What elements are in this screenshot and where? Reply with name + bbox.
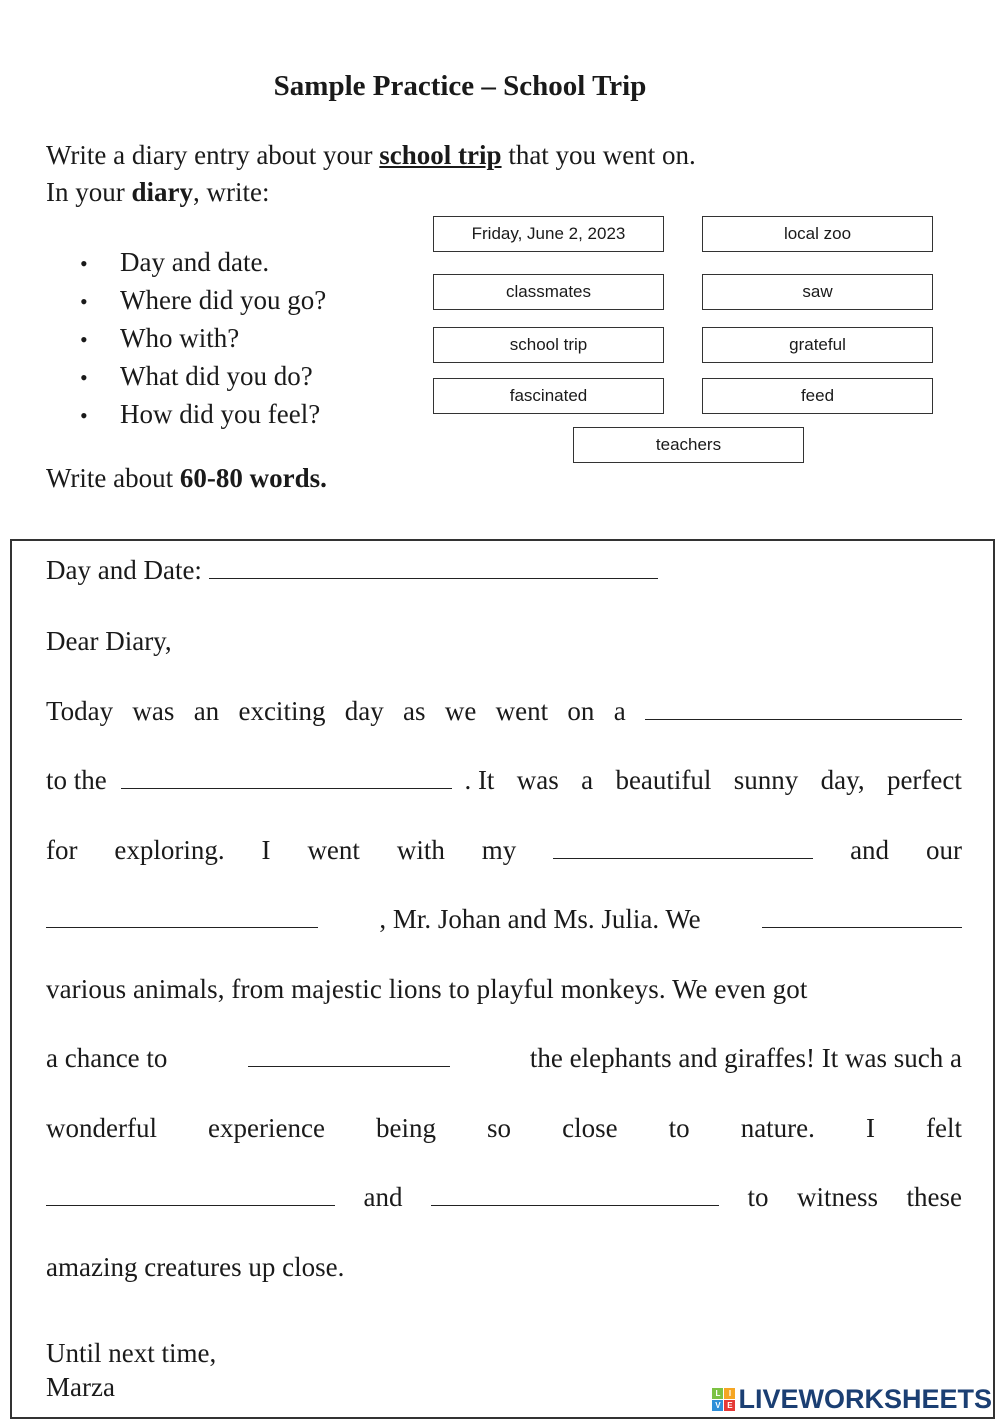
text: Write a diary entry about your: [46, 140, 380, 170]
word: witness: [797, 1182, 878, 1212]
word-count-instruction: [46, 463, 327, 494]
word-chip[interactable]: Friday, June 2, 2023: [433, 216, 664, 252]
word: wonderful: [46, 1113, 157, 1143]
word: felt: [926, 1113, 962, 1143]
checklist-item: • Where did you go?: [80, 281, 326, 319]
drop-blank-feeling-1[interactable]: [46, 1183, 335, 1206]
text: In your: [46, 177, 132, 207]
checklist: [80, 243, 326, 433]
drop-blank-day-date[interactable]: [209, 556, 658, 579]
word-chip[interactable]: feed: [702, 378, 933, 414]
word: sunny: [733, 765, 799, 795]
day-date-line: [46, 553, 962, 587]
word: and: [363, 1182, 403, 1212]
drop-blank-verb-feed[interactable]: [248, 1044, 450, 1067]
word: exploring.: [114, 835, 225, 865]
word: I: [865, 1113, 875, 1143]
greeting: Dear Diary,: [46, 626, 172, 656]
word: perfect: [886, 765, 962, 795]
drop-blank-trip[interactable]: [645, 697, 962, 720]
word: . It: [464, 765, 495, 795]
checklist-item: • What did you do?: [80, 357, 326, 395]
logo-icon: [712, 1388, 735, 1411]
word: with: [396, 835, 445, 865]
word: being: [375, 1113, 436, 1143]
logo-letter: L: [712, 1388, 723, 1399]
drop-blank-verb-saw[interactable]: [762, 905, 962, 928]
word: was: [132, 696, 175, 726]
word: day,: [820, 765, 865, 795]
emphasis: diary: [131, 177, 193, 207]
instruction-line-2: [46, 177, 269, 208]
word-chip[interactable]: saw: [702, 274, 933, 310]
word: was: [516, 765, 559, 795]
word: went: [307, 835, 360, 865]
closing: Until next time,: [46, 1338, 217, 1368]
label: Day and Date:: [46, 555, 202, 585]
diary-line-4: [46, 902, 962, 936]
word-chip[interactable]: classmates: [433, 274, 664, 310]
word: and: [850, 835, 890, 865]
word: Today: [46, 696, 114, 726]
diary-line-9: amazing creatures up close.: [46, 1252, 345, 1282]
word: an: [193, 696, 220, 726]
diary-line-6: [46, 1041, 962, 1075]
diary-line-2: [46, 763, 962, 797]
word: for: [46, 835, 78, 865]
word: these: [906, 1182, 962, 1212]
word: I: [261, 835, 271, 865]
instruction-line-1: [46, 140, 696, 171]
logo-letter: I: [724, 1388, 735, 1399]
text: the elephants and giraffes! It was such a: [529, 1043, 962, 1073]
drop-blank-feeling-2[interactable]: [431, 1183, 719, 1206]
word: as: [403, 696, 426, 726]
diary-line-3: [46, 833, 962, 867]
signature: Marza: [46, 1372, 115, 1402]
word-chip[interactable]: fascinated: [433, 378, 664, 414]
diary-line-5: various animals, from majestic lions to playful monkeys. We even got: [46, 974, 808, 1004]
word: a: [613, 696, 626, 726]
word-chip[interactable]: grateful: [702, 327, 933, 363]
word: beautiful: [615, 765, 712, 795]
text: that you went on.: [501, 140, 696, 170]
word: our: [925, 835, 962, 865]
text: , Mr. Johan and Ms. Julia. We: [379, 904, 701, 934]
checklist-item: • How did you feel?: [80, 395, 326, 433]
text: , write:: [193, 177, 270, 207]
text: a chance to: [46, 1043, 168, 1073]
logo-letter: E: [724, 1400, 735, 1411]
text: to the: [46, 765, 107, 795]
diary-line-8: [46, 1180, 962, 1214]
word: went: [495, 696, 549, 726]
word: close: [562, 1113, 618, 1143]
drop-blank-place[interactable]: [121, 766, 452, 789]
diary-line-1: [46, 694, 962, 728]
checklist-item: • Day and date.: [80, 243, 326, 281]
word-chip[interactable]: teachers: [573, 427, 804, 463]
word: to: [747, 1182, 769, 1212]
page-title: Sample Practice – School Trip: [273, 70, 647, 102]
diary-line-7: [46, 1111, 962, 1145]
drop-blank-companions[interactable]: [553, 836, 813, 859]
word-chip[interactable]: local zoo: [702, 216, 933, 252]
word: so: [487, 1113, 512, 1143]
word: nature.: [740, 1113, 815, 1143]
logo-letter: V: [712, 1400, 723, 1411]
word: experience: [208, 1113, 325, 1143]
emphasis: 60-80 words.: [179, 463, 327, 493]
word: day: [344, 696, 384, 726]
word: my: [481, 835, 517, 865]
word: we: [444, 696, 477, 726]
word: on: [567, 696, 595, 726]
checklist-item: • Who with?: [80, 319, 326, 357]
text: Write about: [46, 463, 180, 493]
drop-blank-teachers[interactable]: [46, 905, 318, 928]
emphasis: school trip: [379, 140, 502, 170]
logo-text: LIVEWORKSHEETS: [738, 1384, 992, 1414]
word: exciting: [238, 696, 326, 726]
liveworksheets-logo: [712, 1384, 992, 1415]
word: a: [581, 765, 594, 795]
word-chip[interactable]: school trip: [433, 327, 664, 363]
word: to: [668, 1113, 690, 1143]
